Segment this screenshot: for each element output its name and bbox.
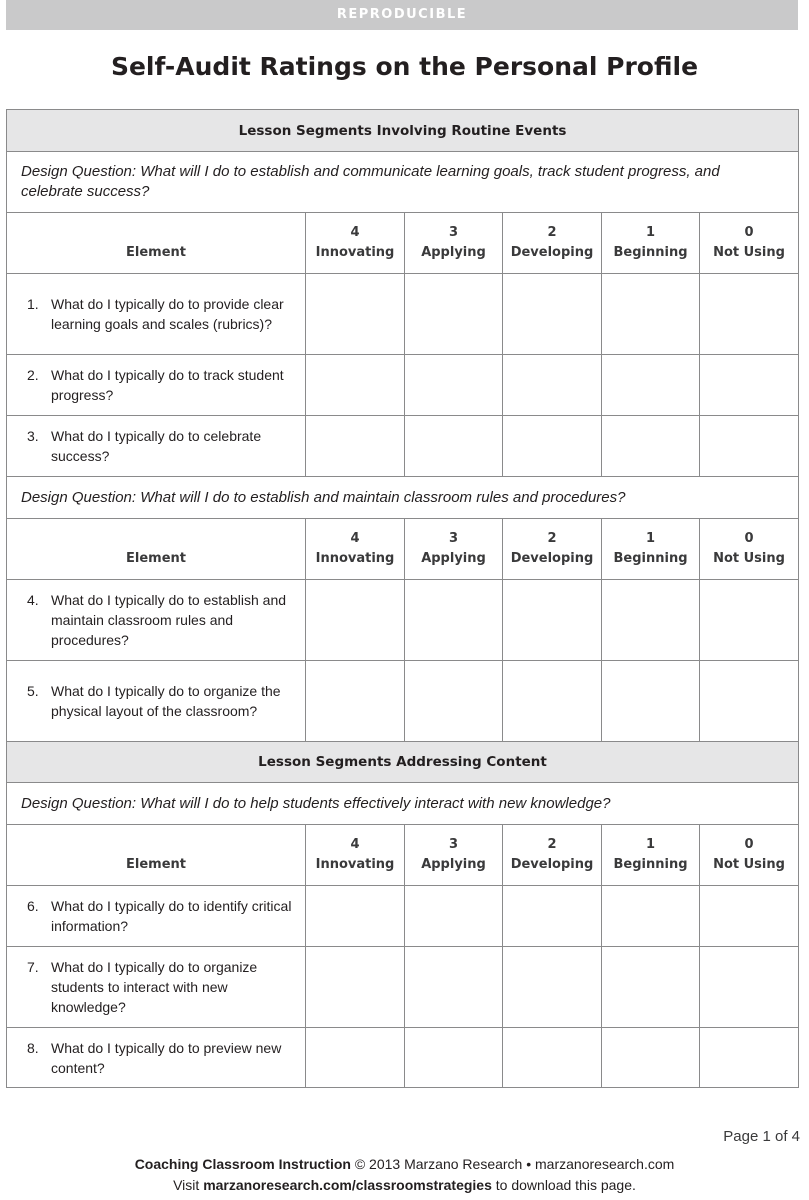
rating-cell[interactable] [602,416,700,477]
rating-cell[interactable] [405,355,503,416]
rating-cell[interactable] [700,355,799,416]
element-header: Element [7,519,306,580]
footer-copyright [0,1156,809,1172]
table-row [7,416,799,477]
table-row [7,274,799,355]
rating-header-2: 2 Developing [503,213,602,274]
rating-header-2: 2 Developing [503,519,602,580]
rating-cell[interactable] [306,274,405,355]
element-cell: 8. What do I typically do to preview new content? [7,1028,306,1088]
download-link[interactable]: marzanoresearch.com/classroomstrategies [203,1177,492,1193]
rating-cell[interactable] [503,947,602,1028]
book-title: Coaching Classroom Instruction [134,1156,351,1172]
self-audit-table [6,109,799,1088]
table-row [7,580,799,661]
element-cell: 7. What do I typically do to organize students to interact with new knowledge? [7,947,306,1028]
rating-cell[interactable] [306,1028,405,1088]
rating-header-row [7,213,799,274]
rating-cell[interactable] [405,274,503,355]
section-title: Lesson Segments Involving Routine Events [7,110,799,152]
rating-cell[interactable] [700,661,799,742]
rating-cell[interactable] [503,1028,602,1088]
rating-header-3: 3 Applying [405,825,503,886]
section-header-routine [7,110,799,152]
visit-suffix: to download this page. [495,1177,636,1193]
rating-cell[interactable] [306,580,405,661]
rating-header-row [7,825,799,886]
rating-header-1: 1 Beginning [602,825,700,886]
rating-header-0: 0 Not Using [700,213,799,274]
rating-cell[interactable] [602,661,700,742]
rating-cell[interactable] [602,886,700,947]
rating-cell[interactable] [306,947,405,1028]
element-cell: 1. What do I typically do to provide clear learning goals and scales (rubrics)? [7,274,306,355]
rating-header-1: 1 Beginning [602,519,700,580]
section-header-content [7,742,799,783]
visit-prefix: Visit [173,1177,200,1193]
rating-cell[interactable] [503,661,602,742]
rating-header-3: 3 Applying [405,213,503,274]
rating-cell[interactable] [503,355,602,416]
rating-header-2: 2 Developing [503,825,602,886]
rating-header-0: 0 Not Using [700,519,799,580]
rating-cell[interactable] [602,355,700,416]
element-cell: 2. What do I typically do to track student progress? [7,355,306,416]
footer-download [0,1177,809,1193]
rating-cell[interactable] [602,274,700,355]
rating-cell[interactable] [405,661,503,742]
rating-cell[interactable] [405,886,503,947]
page-number: Page 1 of 4 [723,1128,800,1145]
element-cell: 6. What do I typically do to identify critical information? [7,886,306,947]
rating-cell[interactable] [700,580,799,661]
rating-header-1: 1 Beginning [602,213,700,274]
design-question-row [7,477,799,519]
rating-cell[interactable] [602,1028,700,1088]
table-row [7,886,799,947]
table-row [7,355,799,416]
rating-header-4: 4 Innovating [306,825,405,886]
table-row [7,947,799,1028]
rating-header-0: 0 Not Using [700,825,799,886]
rating-cell[interactable] [700,1028,799,1088]
rating-cell[interactable] [306,355,405,416]
design-question-row [7,152,799,213]
rating-cell[interactable] [405,416,503,477]
rating-cell[interactable] [306,661,405,742]
rating-cell[interactable] [602,580,700,661]
rating-header-3: 3 Applying [405,519,503,580]
rating-cell[interactable] [306,886,405,947]
element-header: Element [7,825,306,886]
rating-cell[interactable] [700,274,799,355]
table-row [7,1028,799,1088]
rating-cell[interactable] [405,947,503,1028]
rating-cell[interactable] [503,416,602,477]
table-row [7,661,799,742]
rating-cell[interactable] [700,886,799,947]
design-question: Design Question: What will I do to help students effectively interact with new knowledge? [7,783,799,825]
design-question-row [7,783,799,825]
rating-cell[interactable] [503,274,602,355]
rating-header-4: 4 Innovating [306,519,405,580]
rating-header-row [7,519,799,580]
element-header: Element [7,213,306,274]
rating-cell[interactable] [503,580,602,661]
design-question: Design Question: What will I do to establish and communicate learning goals, track student progress, and celebrate success? [7,152,799,213]
element-cell: 4. What do I typically do to establish and maintain classroom rules and procedures? [7,580,306,661]
section-title: Lesson Segments Addressing Content [7,742,799,783]
rating-cell[interactable] [503,886,602,947]
rating-cell[interactable] [405,580,503,661]
element-cell: 5. What do I typically do to organize the physical layout of the classroom? [7,661,306,742]
page-title: Self-Audit Ratings on the Personal Profile [110,52,699,81]
copyright-text: © 2013 Marzano Research • marzanoresearch.com [354,1156,675,1172]
reproducible-banner: REPRODUCIBLE [6,0,798,30]
rating-cell[interactable] [602,947,700,1028]
rating-cell[interactable] [306,416,405,477]
rating-cell[interactable] [700,416,799,477]
design-question: Design Question: What will I do to establish and maintain classroom rules and procedures? [7,477,799,519]
rating-header-4: 4 Innovating [306,213,405,274]
rating-cell[interactable] [405,1028,503,1088]
element-cell: 3. What do I typically do to celebrate success? [7,416,306,477]
rating-cell[interactable] [700,947,799,1028]
